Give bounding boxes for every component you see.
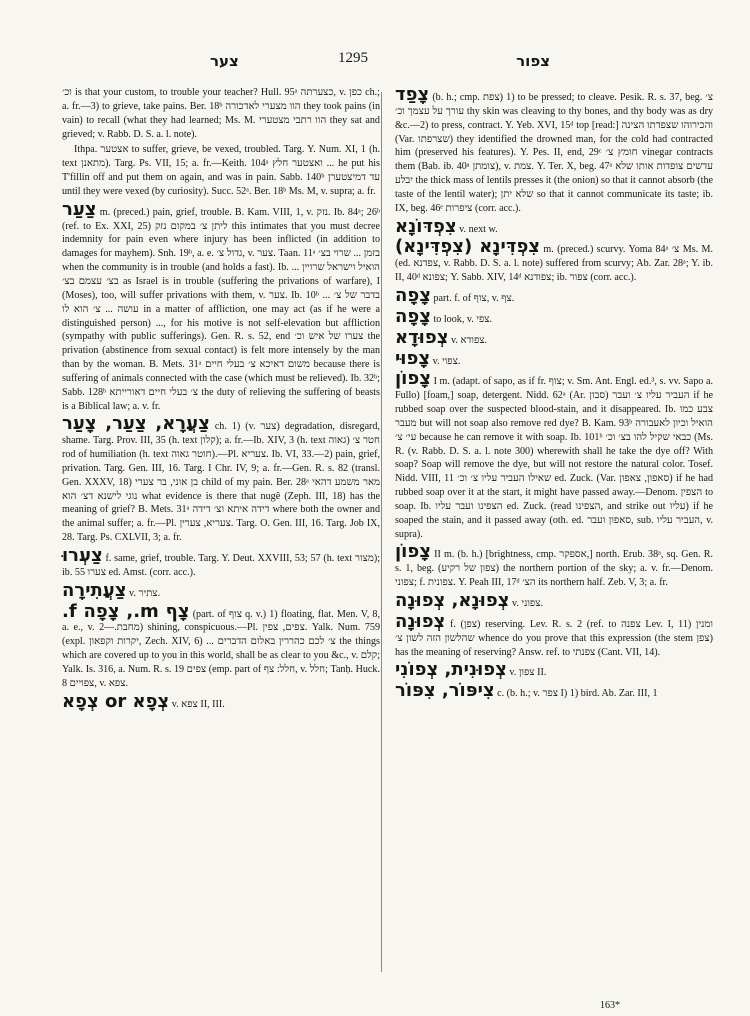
dictionary-entry — [395, 238, 713, 285]
entry-headword: צְפָא or צְפָא — [62, 690, 170, 712]
dictionary-entry — [62, 143, 380, 198]
entry-headword: צִיפּוֹר, צִפּוֹר — [395, 680, 495, 702]
entry-text: (part. of צוף q. v.) 1) floating, flat. Men. V, 8, a. e., v. מחבת.—2) shining, conspicuous.—Pl. צפים, צפין. Yalk. Num. 759 (expl. יקרות וקפאון, Zech. XIV, 6) ... צ׳ לכם כהררין באלום הדברים the things which are covered up to you in this world, shall be as clear to you &c., v. קלם; Yalk. Is. 316, a. Num. R. s. 19 צפים (emp. part of חלל: צף, v. חלל; Tanḥ. Huck. 8 צפויים, v. צפא. — [62, 608, 381, 689]
signature-mark: 163* — [600, 1000, 620, 1011]
entry-headword: צִפְדִּינָא (צִפְדִּינָא) — [395, 236, 541, 258]
entry-text: v. next w. — [459, 223, 498, 235]
entry-text: f. (צפן) reserving. Lev. R. s. 2 (ref. to צפנה Lev. I, 11) ומנין שהלשון הזה לשון צ׳ whence do you prove that this expression (the stem צפן) has the meaning of reserving? Answ. ref. to צפנתי (Cant. VII, 14). — [395, 618, 713, 658]
entry-headword: צַעְרוּ — [62, 545, 103, 566]
dictionary-entry — [395, 305, 713, 327]
dictionary-entry — [395, 284, 713, 306]
entry-text: to look, v. צפי. — [433, 313, 493, 325]
entry-headword: צַעַר — [62, 198, 97, 220]
dictionary-entry — [62, 579, 380, 601]
entry-text: Ithpa. אצטער to suffer, grieve, be vexed, troubled. Targ. Y. Num. XI, 1 (h. text מתאנן). Targ. Ps. VII, 15; a. fr.—Keith. 104ᵃ ואצטער חלץ ... he put his T'fillin off and put them on again, and was in pain. Sabb. 140ᵇ עד דמיצטערן until they were vexed (by curiosity). Succ. 52ᵃ. Ber. 18ᵇ Ms. M, v. supra; a. fr. — [62, 144, 381, 197]
left-running-head: צער — [210, 52, 239, 70]
dictionary-entry — [62, 415, 380, 545]
right-column — [395, 86, 713, 703]
right-running-head: צפור — [516, 52, 550, 70]
entry-headword: צַעֲתִירָה — [62, 579, 127, 601]
entry-text: II m. (b. h.) [brightness, cmp. אספקר,] north. Erub. 38ᵃ, sq. Gen. R. s. 1, beg. (צפון של רקיע) the northern portion of the sky; a. v. fr.—Denom. צפוני; f. צפונית. Y. Peah III, 17ᵈ הצ׳ its northern half. Zeb. V, 3; a. fr. — [395, 549, 713, 589]
column-divider — [381, 92, 382, 972]
dictionary-entry — [395, 326, 713, 348]
dictionary-entry — [395, 661, 713, 680]
entry-text: v. צפוי. — [432, 355, 461, 367]
page-header — [60, 48, 700, 74]
entry-headword: צָפַד — [395, 84, 430, 105]
entry-headword: צְפוּנָה — [395, 610, 446, 632]
dictionary-entry — [395, 610, 713, 660]
dictionary-entry — [62, 600, 381, 691]
left-column — [62, 86, 380, 713]
entry-headword: צָפוֹן — [395, 541, 431, 563]
entry-headword: צָפוֹן — [395, 368, 431, 390]
dictionary-entry — [395, 682, 713, 701]
entry-text: c. (b. h.; v. צפר I) 1) bird. Ab. Zar. III, 1 — [497, 688, 658, 700]
dictionary-entry — [62, 690, 380, 712]
dictionary-entry — [395, 347, 713, 369]
entry-headword: צְפוּנִית, צְפוֹנִי — [395, 659, 507, 681]
entry-headword: צְפוּנָא, צְפוּנָה — [395, 590, 510, 611]
entry-text: v. צתיר. — [129, 587, 161, 599]
entry-headword: צַעֲרָא, צַעַר, צָעַר — [62, 413, 210, 435]
entry-headword: צְפוּדָא — [395, 326, 449, 348]
dictionary-entry — [395, 215, 713, 237]
entry-text: m. (preced.) pain, grief, trouble. B. Kam. VIII, 1, v. נזק. Ib. 84ᵃ; 26ᵇ (ref. to Ex. XXI, 25) ליתן צ׳ במקום נזק this intimates that you must decree indemnity for pain even where injury has been inflicted (in addition to damages for mayhem). Snh. 19ᵇ, a. e. גדול צ׳, v. צער. Taan. 11ᵃ בזמן ... שרוי בצ׳ when the community is in trouble (and holds a fast). Ib. ... הואיל וישראל שרויין בצ׳ עצמם בצ׳ as Israel is in trouble (suffering the privations of warfare), I (Moses), too, will suffer privations with them, v. צער. Ib. 10ᵇ ... בדבר של צ׳ עושה ... צ׳ הוא לו in a matter of affliction, one may act (as if he were a distinguished person) ..., for his motive is not self-elevation but affliction (sympathy with public sufferings). Gen. R. s. 52, end צערו של איש וכ׳ the privation (abstinence from sexual contact) is felt more intensely by the man than by the woman. B. Mets. 31ᵃ משום דאיכא צ׳ בעלי חיים because there is suffering of animals connected with the case (which must be relieved). Ib. 32ᵇ; Sabb. 128ᵇ צ׳ בעלי חיים דאורייתא the duty of relieving the suffering of beasts is a Biblical law; a. v. fr. — [62, 206, 381, 412]
entry-text: v. צפודא. — [451, 334, 488, 346]
entry-text: I m. (adapt. of sapo, as if fr. צוף; v. Sm. Ant. Engl. ed.³, s. vv. Sapo a. Fullo) [foam,] soap, detergent. Nidd. 62ᵃ (Ar. סבון) העביר עליו צ׳ ועבר if he rubbed soap over the suspected blood-stain, and it disappeared. Ib. צבע כמו מעבר but will not soap also remove red dye? B. Kam. 93ᵇ הואיל וכיון לאעבורה עי׳ צ׳ because he can remove it with soap. Ib. 101ᵇ כבאי שקיל להו בצ׳ וכ׳ (Ms. R. (v. Rabb. D. S. a. l. note 300) wherewith shall he take the dye off? With soap? Soap will remove the dye, but will not restore the natural color. Tosef. Nidd. VIII, 11 שאילו העביר עליו צ׳ וכ׳ ed. Zuck. (Var. סאפון, צאפון) if he had rubbed soap over it at the start, it might have passed away.—Denom. הצפין to soap. Ib. הצפינו ועבר עליו ed. Zuck. (read הצפינו, and strike out עליו) if he soaped the stain, and it passed away (oth. ed. סאפון ועבר, sub. העביר עליו, v. supra). — [395, 376, 714, 540]
entry-text: (b. h.; cmp. צפת) 1) to be pressed; to cleave. Pesik. R. s. 37, beg. צ׳ עורך על עצמך וכ׳ thy skin was cleaving to thy bones, and thy body was as dry &c.—2) to press, contract. Y. Yeb. XVI, 15ᵈ top [read:] והכירוהו שצפדתו הצינה (Var. שצרפתו) they identified the drowned man, for the cold had contracted him (preserved his features). Y. Pes. II, end, 29ᶜ חומץ צ׳ vinegar contracts them (Bab. ib. 40ᵃ צומתן), v. צמת. Y. Ter. X, beg. 47ᵃ עדשים צופדות אותו שלא יבלע the thick mass of lentils presses it (the onion) so that it cannot absorb (the taste of the lentil water); שלא יתן so that it cannot communicate its taste; ib. IX, beg. 46ᵉ ציפרות (corr. acc.). — [395, 92, 713, 214]
dictionary-entry — [395, 543, 713, 590]
dictionary-entry — [395, 592, 713, 611]
dictionary-entry — [62, 547, 380, 580]
entry-headword: צָפָה — [395, 305, 431, 327]
entry-text: v. צפא II, III. — [171, 698, 225, 710]
entry-headword: צָף m., צָפָה f. — [62, 600, 190, 622]
dictionary-entry — [395, 370, 713, 541]
entry-text: v. צפוני. — [511, 598, 544, 609]
entry-headword: צָפוּי — [395, 347, 431, 369]
entry-headword: צִפְדּוֹנָא — [395, 215, 457, 237]
dictionary-entry — [395, 86, 713, 216]
entry-headword: צָפָה — [395, 284, 431, 306]
entry-text: part. f. of צוף, v. צף. — [433, 292, 515, 304]
page-number: 1295 — [338, 50, 368, 66]
dictionary-entry — [62, 86, 380, 141]
dictionary-entry — [62, 198, 381, 414]
entry-text: m. (preced.) scurvy. Yoma 84ᵃ צ׳ Ms. M. (ed. צפדנא, v. Rabb. D. S. a. l. note) suffered from scurvy; Ab. Zar. 28ᵃ; Y. ib. II, 40ᵈ צפונא; Y. Sabb. XIV, 14ᵈ צפודנא; ib. צפור (corr. acc.). — [395, 244, 714, 284]
entry-text: f. same, grief, trouble. Targ. Y. Deut. XXVIII, 53; 57 (h. text מצור); ib. 55 צערו ed. Amst. (corr. acc.). — [62, 553, 380, 578]
entry-text: וכ׳ is that your custom, to trouble your teacher? Hull. 95ᵃ כצערתה, v. כפן ch.; a. fr.—3) to grieve, take pains. Ber. 18ᵇ הוו מצערי לאדכורה they took pains (in vain) to recall (what they had learned; Ms. M. הוו רתבי מצטערי they sat and grieved; v. Rabb. D. S. a. l. note). — [62, 87, 380, 140]
entry-text: v. צפון II. — [509, 667, 547, 679]
entry-text: ch. 1) (v. צער) degradation, disregard, shame. Targ. Prov. III, 35 (h. text קלון); a. fr.—Ib. XIV, 3 (h. text גאוה) חטר צ׳ rod of humiliation (h. text חוטר גאוה).—Pl. צעריא. Ib. VI, 33.—2) pain, grief, privation. Targ. Gen. III, 16. Targ. I Chr. IV, 9; a. fr.—Gen. R. s. 82 (transl. Gen. XXXV, 18) בן אוני, בר צערי child of my pain. Ber. 28ᵃ מאר משמע דהאי נוגי לישנא דצ׳ הוא what evidence is there that nugê (Zeph. III, 18) has the meaning of grief? B. Mets. 31ᵃ דידה איתא וצ׳ דידה where both the owner and the animal suffer; a. fr.—Pl. צעריא, צערין. Targ. O. Gen. III, 16. Targ. Job IX, 28. Targ. Ps. CXLVII, 3; a. fr. — [62, 421, 381, 544]
